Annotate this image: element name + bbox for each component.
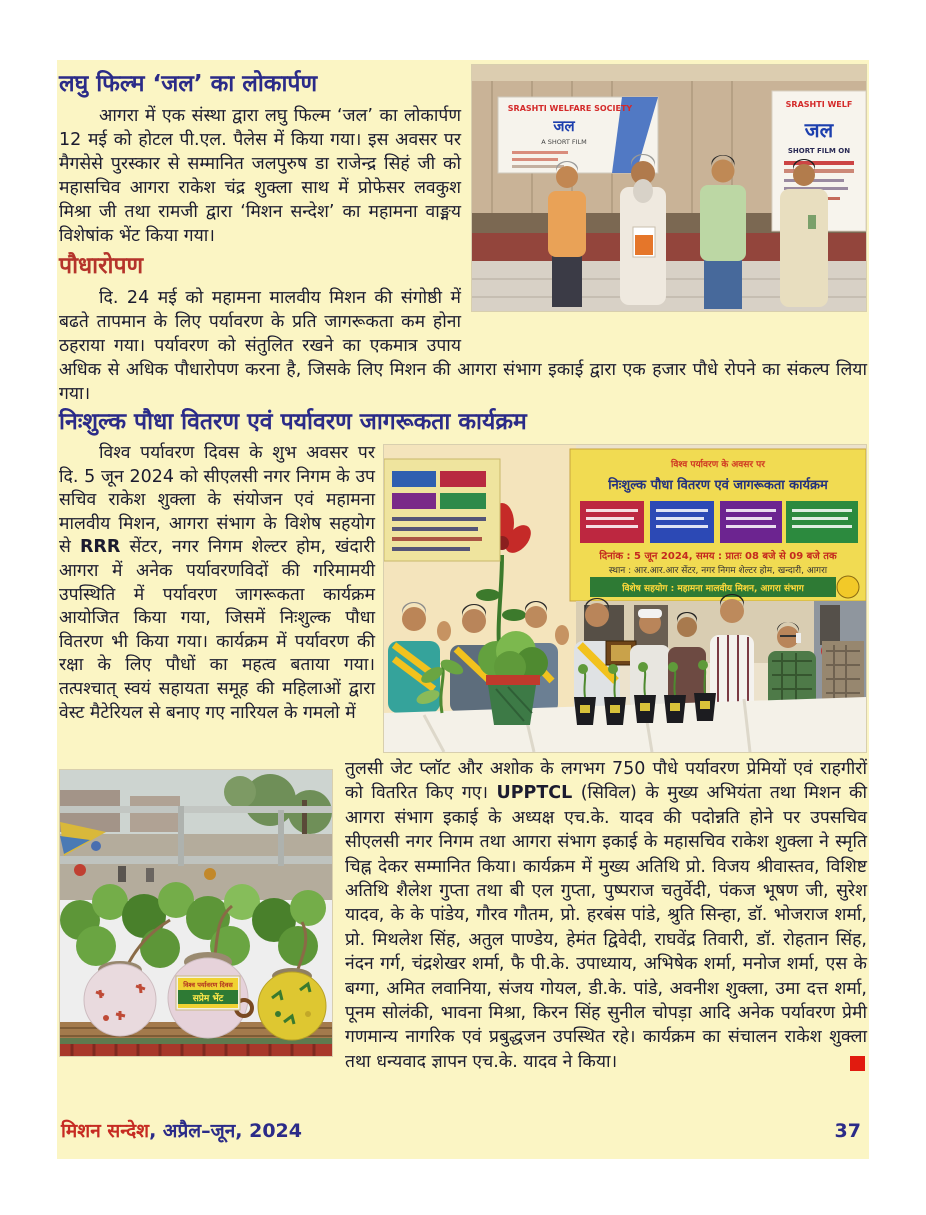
banner-left-partial — [384, 459, 500, 561]
article-heading-distribution: निःशुल्क पौधा वितरण एवं पर्यावरण जागरूकता कार्यक्रम — [59, 409, 527, 435]
banner-subtitle: A SHORT FILM — [541, 138, 587, 146]
banner-subtitle: SHORT FILM ON — [787, 147, 851, 155]
banner-occasion-text: विश्व पर्यावरण के अवसर पर — [671, 460, 765, 470]
film-event-illustration — [472, 65, 866, 311]
photo-plant-distribution-event — [383, 444, 867, 753]
painted-pots-illustration — [60, 770, 332, 1056]
banner-date-text: दिनांक : 5 जून 2024, समय : प्रातः 08 बजे से 09 बजे तक — [599, 551, 837, 562]
page-number: 37 — [834, 1120, 861, 1142]
article-heading-plantation: पौधारोपण — [59, 253, 144, 279]
red-corrugated-base — [60, 1044, 332, 1056]
banner-film-name: जल — [553, 117, 575, 135]
article-body-distribution-part2 — [59, 757, 867, 1074]
banner-title-text: निःशुल्क पौधा वितरण एवं जागरूकता कार्यक्रम — [608, 478, 828, 493]
article-body-film-launch: आगरा में एक संस्था द्वारा लघु फिल्म ‘जल’ का लोकार्पण 12 मई को होटल पी.एल. पैलेस में किया गया। इस अवसर पर मैगसेसे पुरस्कार से सम्मानित जलपुरुष डा राजेन्द्र सिहं जी को महासचिव आगरा राकेश चंद्र शुक्ला साथ में प्रोफेसर लवकुश मिश्रा जी तथा रामजी द्वारा ‘मिशन सन्देश’ का महामना वाङ्मय विशेषांक भेंट किया गया। — [59, 106, 461, 246]
article-body-plantation: दि. 24 मई को महामना मालवीय मिशन की संगोष्ठी में बढते तापमान के लिए पर्यावरण के प्रति जागरूकता कम होना ठहराया गया। पर्यावरण को संतुलित रखने का एकमात्र उपाय अधिक से अधिक पौधारोपण करना है, जिसके लिए मिशन की आगरा संभाग इकाई द्वारा एक हजार पौधे रोपने का संकल्प लिया गया। — [59, 288, 867, 404]
body-text-segment: तुलसी जेट प्लॉट और अशोक के लगभग 750 पौधे पर्यावरण प्रेमियों एवं राहगीरों को वितरित किए गए। — [345, 759, 867, 804]
banner-venue-text: स्थान : आर.आर.आर सेंटर, नगर निगम शेल्टर होम, खन्दारी, आगरा — [608, 566, 828, 576]
banner-film-name: जल — [804, 118, 834, 142]
painted-pot-yellow — [258, 968, 326, 1040]
journal-name: मिशन सन्देश — [61, 1120, 150, 1142]
body-text-segment: विश्व पर्यावरण दिवस के शुभ अवसर पर दि. 5 जून 2024 को सीएलसी नगर निगम के उप सचिव राकेश शुक्ला के संयोजन एवं महामना मालवीय मिशन, आगरा संभाग के विशेष सहयोग से — [59, 443, 375, 558]
banner-title-text: SRASHTI WELF — [785, 100, 853, 109]
painted-pot-pink-stars — [84, 961, 156, 1036]
pot-label-top-text: विश्व पर्यावरण दिवस — [183, 981, 233, 989]
page-footer — [61, 1117, 861, 1143]
article-heading-film-launch: लघु फिल्म ‘जल’ का लोकार्पण — [59, 71, 318, 97]
body-text-bold: UPPTCL — [496, 783, 573, 804]
article-continuation-block — [59, 757, 867, 1074]
issue-date: , अप्रैल–जून, 2024 — [149, 1120, 302, 1142]
photo-painted-pots — [59, 769, 333, 1057]
body-text-segment: (सिविल) के मुख्य अभियंता तथा मिशन की आगरा संभाग इकाई के अध्यक्ष एच.के. यादव की पदोन्नति होने पर उपसचिव सीएलसी नगर निगम तथा आगरा संभाग इकाई के महासचिव राकेश शुक्ला ने स्मृति चिह्न देकर सम्मानित किया। कार्यक्रम में मुख्य अतिथि प्रो. विजय श्रीवास्तव, विशिष्ट अतिथि शैलेश गुप्ता तथा बी एल गुप्ता, पुष्पराज चतुर्वेदी, पंकज भूषण जी, सुरेश यादव, के के पांडेय, गौरव गौतम, प्रो. हरबंस पांडे, श्रुति सिन्हा, डॉ. भोजराज शर्मा, प्रो. मिथलेश सिंह, अतुल पाण्डेय, हेमंत द्विवेदी, राघवेंद्र तिवारी, डॉ. रोहतान सिंह, नंदन गर्ग, चंद्रशेखर शर्मा, फै पी.के. उपाध्याय, अभिषेक शर्मा, मनोज शर्मा, एस के बग्गा, अमित लवानिया, संजय गोयल, डी.के. पांडे, अवनीश शुक्ला, उमा दत्त शर्मा, पूनम सोलंकी, भावना मिश्रा, किरन सिंह सुनील चोपड़ा आदि अनेक पर्यावरण प्रेमी गणमान्य नागरिक एवं प्रबुद्धजन उपस्थित रहे। कार्यक्रम का संचालन राकेश शुक्ला तथा धन्यवाद ज्ञापन एच.के. यादव ने किया। — [345, 783, 867, 1072]
magazine-page — [57, 60, 869, 1159]
photo-film-jal-launch-event — [471, 64, 867, 312]
banner-srashti-left — [498, 97, 658, 173]
banner-event-main — [570, 449, 866, 601]
body-text-segment: सेंटर, नगर निगम शेल्टर होम, खंदारी आगरा में अनेक पर्यावरणविदों की गरिमामयी उपस्थिति में पर्यावरण जागरूकता कार्यक्रम आयोजित किया गया, जिसमें निःशुल्क पौधा वितरण भी किया गया। कार्यक्रम में पर्यावरण की रक्षा के लिए पौधों का महत्व बताया गया। तत्पश्चात् स्वयं सहायता समूह की महिलाओं द्वारा वेस्ट मैटेरियल से बनाए गए नारियल के गमलो में — [59, 537, 375, 723]
pot-label-main-text: सप्रेम भेंट — [192, 994, 224, 1004]
distribution-event-illustration — [384, 445, 866, 752]
journal-issue-line — [61, 1117, 302, 1143]
banner-title-text: SRASHTI WELFARE SOCIETY — [507, 104, 633, 113]
banner-support-text: विशेष सहयोग : महामना मालवीय मिशन, आगरा संभाग — [622, 584, 804, 594]
end-of-article-marker — [850, 1056, 865, 1071]
body-text-bold: RRR — [79, 537, 121, 558]
article-section-distribution — [59, 442, 867, 1074]
